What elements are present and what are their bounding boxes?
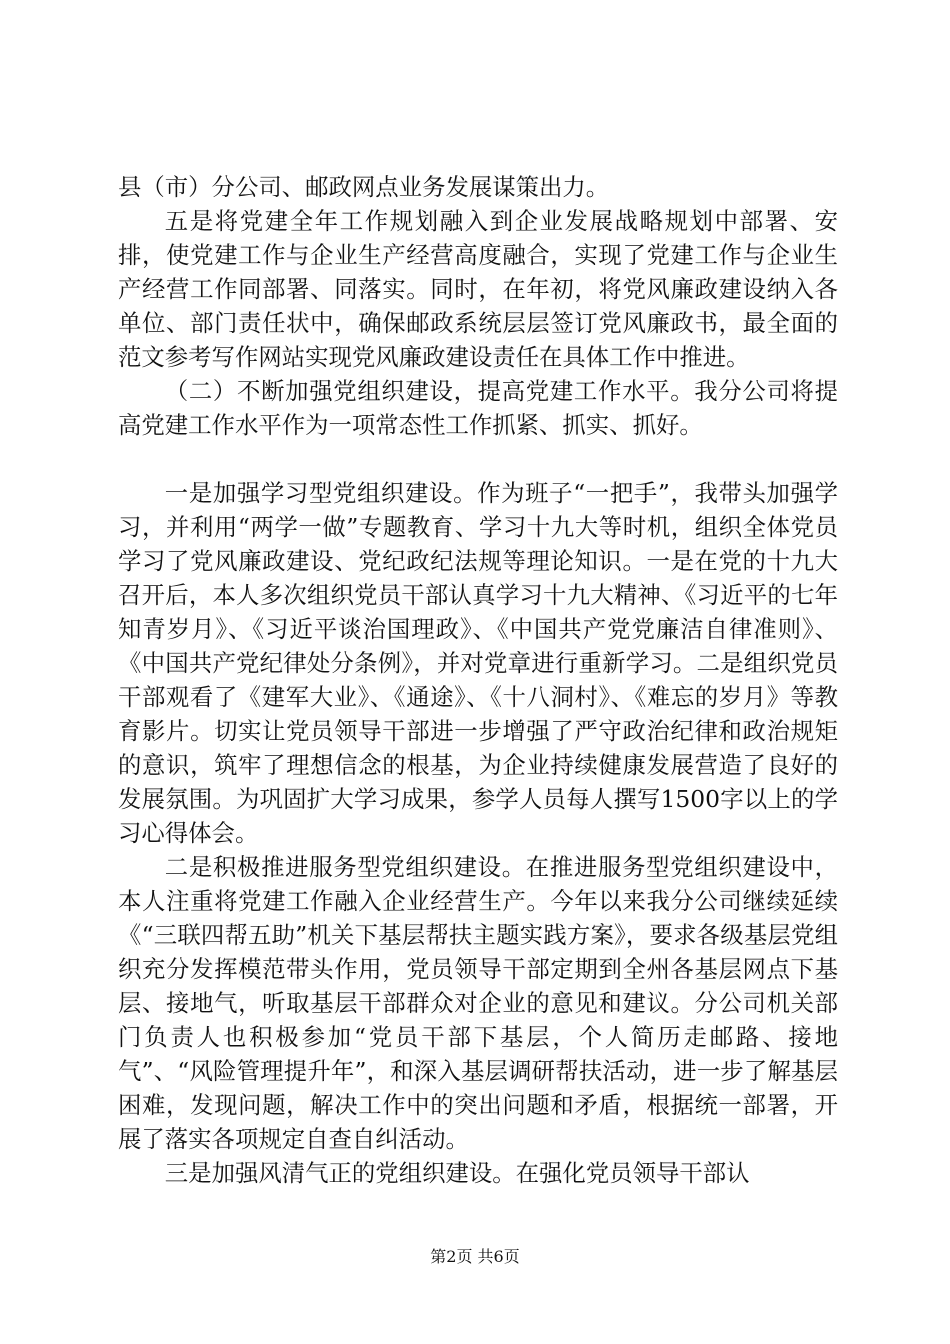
paragraph-section-two: （二）不断加强党组织建设，提高党建工作水平。我分公司将提高党建工作水平作为一项常态性工作抓紧、抓实、抓好。 [118, 377, 838, 439]
paragraph-continuation: 县（市）分公司、邮政网点业务发展谋策出力。 [118, 173, 610, 201]
paragraph-service-org: 二是积极推进服务型党组织建设。在推进服务型党组织建设中，本人注重将党建工作融入企业经营生产。今年以来我分公司继续延续《“三联四帮五助”机关下基层帮扶主题实践方案》，要求各级基层党组织充分发挥模范带头作用，党员领导干部定期到全州各基层网点下基层、接地气，听取基层干部群众对企业的意见和建议。分公司机关部门负责人也积极参加“党员干部下基层，个人简历走邮路、接地气”、“风险管理提升年”，和深入基层调研帮扶活动，进一步了解基层困难，发现问题，解决工作中的突出问题和矛盾，根据统一部署，开展了落实各项规定自查自纠活动。 [118, 853, 838, 1153]
paragraph-learning-org: 一是加强学习型党组织建设。作为班子“一把手”，我带头加强学习，并利用“两学一做”专题教育、学习十九大等时机，组织全体党员学习了党风廉政建设、党纪政纪法规等理论知识。一是在党的十九大召开后，本人多次组织党员干部认真学习十九大精神、《习近平的七年知青岁月》、《习近平谈治国理政》、《中国共产党党廉洁自律准则》、《中国共产党纪律处分条例》，并对党章进行重新学习。二是组织党员干部观看了《建军大业》、《通途》、《十八洞村》、《难忘的岁月》等教育影片。切实让党员领导干部进一步增强了严守政治纪律和政治规矩的意识，筑牢了理想信念的根基，为企业持续健康发展营造了良好的发展氛围。为巩固扩大学习成果，参学人员每人撰写1500字以上的学习心得体会。 [118, 479, 838, 847]
document-body [118, 170, 838, 1190]
paragraph-item-five: 五是将党建全年工作规划融入到企业发展战略规划中部署、安排，使党建工作与企业生产经营高度融合，实现了党建工作与企业生产经营工作同部署、同落实。同时，在年初，将党风廉政建设纳入各单位、部门责任状中，确保邮政系统层层签订党风廉政书，最全面的范文参考写作网站实现党风廉政建设责任在具体工作中推进。 [118, 207, 838, 371]
paragraph-integrity-org: 三是加强风清气正的党组织建设。在强化党员领导干部认 [164, 1159, 750, 1187]
page-footer: 第2页 共6页 [430, 1247, 520, 1266]
